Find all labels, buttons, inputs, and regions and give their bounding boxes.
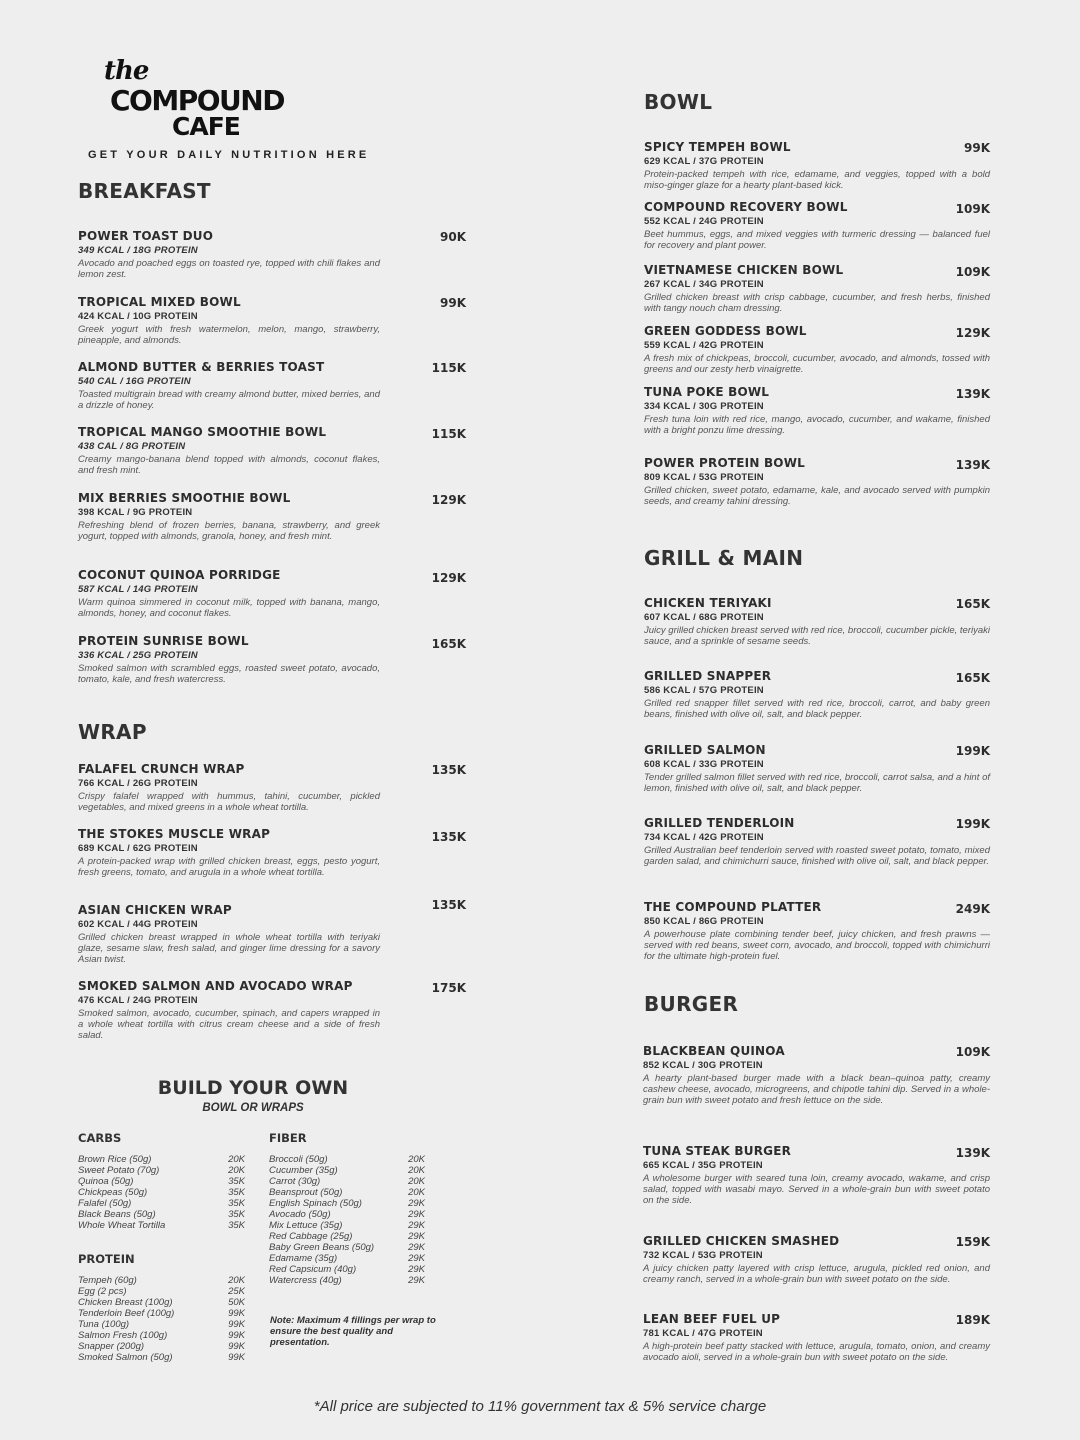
option-price: 29K	[408, 1253, 425, 1264]
item-description: Protein-packed tempeh with rice, edamame, and veggies, topped with a bold miso-ginger glaze for a hearty plant-based kick.	[644, 169, 990, 191]
option-name: Beansprout (50g)	[269, 1187, 343, 1198]
option-name: Tenderloin Beef (100g)	[78, 1308, 175, 1319]
list-item	[269, 1242, 425, 1253]
menu-item	[644, 200, 990, 251]
option-name: Chickpeas (50g)	[78, 1187, 148, 1198]
item-price: 99K	[964, 141, 990, 155]
fillings-note: Note: Maximum 4 fillings per wrap to ensure the best quality and presentation.	[270, 1315, 436, 1348]
item-description: Grilled chicken breast with crisp cabbage, cucumber, and fresh herbs, finished with tangy nouch cham dressing.	[644, 292, 990, 314]
menu-item	[643, 1312, 990, 1363]
item-kcal: 809 KCAL / 53G PROTEIN	[644, 472, 764, 483]
option-name: Whole Wheat Tortilla	[78, 1220, 166, 1231]
option-price: 29K	[408, 1209, 425, 1220]
list-item	[78, 1209, 245, 1220]
item-description: Avocado and poached eggs on toasted rye, topped with chili flakes and lemon zest.	[78, 258, 380, 280]
fiber-title: FIBER	[269, 1131, 307, 1145]
option-price: 99K	[228, 1308, 245, 1319]
option-price: 20K	[408, 1176, 425, 1187]
option-name: Red Capsicum (40g)	[269, 1264, 357, 1275]
tagline: GET YOUR DAILY NUTRITION HERE	[88, 149, 370, 161]
item-name: ASIAN CHICKEN WRAP	[78, 903, 232, 917]
list-item	[78, 1319, 245, 1330]
item-kcal: 608 KCAL / 33G PROTEIN	[644, 759, 764, 770]
menu-item	[78, 762, 380, 813]
cafe-logo	[100, 56, 315, 142]
item-description: Beet hummus, eggs, and mixed veggies with turmeric dressing — balanced fuel for recovery and plant power.	[644, 229, 990, 251]
item-price: 115K	[431, 361, 466, 375]
option-price: 29K	[408, 1198, 425, 1209]
item-description: Grilled Australian beef tenderloin served with roasted sweet potato, tomato, mixed garden salad, and chimichurri sauce, finished with olive oil, salt, and black pepper.	[644, 845, 990, 867]
item-price: 129K	[955, 326, 990, 340]
list-item	[269, 1253, 425, 1264]
item-price: 135K	[431, 763, 466, 777]
option-price: 29K	[408, 1242, 425, 1253]
list-item	[269, 1198, 425, 1209]
item-price: 90K	[440, 230, 466, 244]
menu-item	[644, 456, 990, 507]
option-name: Egg (2 pcs)	[78, 1286, 127, 1297]
option-name: Red Cabbage (25g)	[269, 1231, 353, 1242]
item-name: POWER TOAST DUO	[78, 229, 214, 243]
option-price: 35K	[228, 1176, 245, 1187]
list-item	[78, 1308, 245, 1319]
item-price: 135K	[431, 898, 466, 912]
menu-item	[644, 743, 990, 794]
item-name: PROTEIN SUNRISE BOWL	[78, 634, 249, 648]
option-price: 29K	[408, 1275, 425, 1286]
item-name: GRILLED SALMON	[644, 743, 766, 757]
option-name: Falafel (50g)	[78, 1198, 132, 1209]
logo-compound: COMPOUND	[110, 84, 284, 117]
list-item	[269, 1231, 425, 1242]
item-description: Warm quinoa simmered in coconut milk, topped with banana, mango, almonds, honey, and coconut flakes.	[78, 597, 380, 619]
item-kcal: 732 KCAL / 53G PROTEIN	[643, 1250, 763, 1261]
menu-item	[78, 360, 380, 411]
item-description: Grilled chicken, sweet potato, edamame, kale, and avocado served with pumpkin seeds, and creamy tahini dressing.	[644, 485, 990, 507]
list-item	[78, 1341, 245, 1352]
option-name: Chicken Breast (100g)	[78, 1297, 173, 1308]
item-kcal: 602 KCAL / 44G PROTEIN	[78, 919, 198, 930]
item-kcal: 540 CAL / 16G PROTEIN	[78, 376, 191, 387]
menu-item	[644, 263, 990, 314]
item-kcal: 607 KCAL / 68G PROTEIN	[644, 612, 764, 623]
item-name: GRILLED TENDERLOIN	[644, 816, 795, 830]
menu-item	[644, 816, 990, 867]
option-name: Brown Rice (50g)	[78, 1154, 152, 1165]
item-description: A juicy chicken patty layered with crisp lettuce, arugula, pickled red onion, and creamy ranch, served in a whole-grain bun with sweet potato on the side.	[643, 1263, 990, 1285]
carbs-title: CARBS	[78, 1131, 122, 1145]
list-item	[78, 1352, 245, 1363]
item-kcal: 398 KCAL / 9G PROTEIN	[78, 507, 193, 518]
item-name: GRILLED CHICKEN SMASHED	[643, 1234, 840, 1248]
option-name: English Spinach (50g)	[269, 1198, 362, 1209]
list-item	[269, 1154, 425, 1165]
option-price: 20K	[228, 1165, 245, 1176]
protein-list	[78, 1275, 245, 1363]
option-price: 29K	[408, 1231, 425, 1242]
item-description: A high-protein beef patty stacked with lettuce, arugula, tomato, onion, and creamy avocado aioli, served in a whole-grain bun with sweet potato on the side.	[643, 1341, 990, 1363]
menu-item	[78, 827, 380, 878]
build-your-own-title: BUILD YOUR OWN	[157, 1077, 349, 1099]
item-price: 139K	[955, 1146, 990, 1160]
menu-item	[644, 669, 990, 720]
item-kcal: 781 KCAL / 47G PROTEIN	[643, 1328, 763, 1339]
menu-item	[78, 425, 380, 476]
option-price: 29K	[408, 1220, 425, 1231]
option-price: 35K	[228, 1209, 245, 1220]
item-name: MIX BERRIES SMOOTHIE BOWL	[78, 491, 291, 505]
item-name: CHICKEN TERIYAKI	[644, 596, 772, 610]
option-price: 99K	[228, 1352, 245, 1363]
option-price: 20K	[408, 1165, 425, 1176]
menu-item	[78, 295, 380, 346]
option-name: Salmon Fresh (100g)	[78, 1330, 168, 1341]
list-item	[78, 1275, 245, 1286]
list-item	[78, 1176, 245, 1187]
item-price: 189K	[955, 1313, 990, 1327]
list-item	[269, 1220, 425, 1231]
item-name: COMPOUND RECOVERY BOWL	[644, 200, 848, 214]
list-item	[78, 1286, 245, 1297]
item-price: 129K	[431, 493, 466, 507]
item-name: TUNA STEAK BURGER	[643, 1144, 792, 1158]
option-price: 35K	[228, 1198, 245, 1209]
option-price: 25K	[228, 1286, 245, 1297]
menu-item	[78, 634, 380, 685]
logo-the: the	[104, 56, 149, 86]
item-name: BLACKBEAN QUINOA	[643, 1044, 785, 1058]
item-name: FALAFEL CRUNCH WRAP	[78, 762, 245, 776]
option-price: 50K	[228, 1297, 245, 1308]
item-kcal: 334 KCAL / 30G PROTEIN	[644, 401, 764, 412]
item-price: 115K	[431, 427, 466, 441]
item-kcal: 552 KCAL / 24G PROTEIN	[644, 216, 764, 227]
carbs-list	[78, 1154, 245, 1231]
option-price: 20K	[228, 1275, 245, 1286]
item-kcal: 424 KCAL / 10G PROTEIN	[78, 311, 198, 322]
item-name: GRILLED SNAPPER	[644, 669, 772, 683]
item-name: COCONUT QUINOA PORRIDGE	[78, 568, 281, 582]
menu-item	[644, 385, 990, 436]
item-name: POWER PROTEIN BOWL	[644, 456, 805, 470]
option-price: 29K	[408, 1264, 425, 1275]
item-price: 199K	[955, 817, 990, 831]
protein-title: PROTEIN	[78, 1252, 135, 1266]
item-description: Refreshing blend of frozen berries, banana, strawberry, and greek yogurt, topped with almonds, granola, honey, and fresh mint.	[78, 520, 380, 542]
list-item	[78, 1198, 245, 1209]
item-kcal: 850 KCAL / 86G PROTEIN	[644, 916, 764, 927]
item-price: 109K	[955, 265, 990, 279]
menu-item	[644, 324, 990, 375]
item-price: 109K	[955, 1045, 990, 1059]
menu-item	[78, 229, 380, 280]
item-price: 135K	[431, 830, 466, 844]
item-kcal: 586 KCAL / 57G PROTEIN	[644, 685, 764, 696]
option-price: 20K	[228, 1154, 245, 1165]
item-price: 165K	[955, 671, 990, 685]
menu-item	[644, 596, 990, 647]
wrap-title: WRAP	[78, 720, 147, 744]
list-item	[269, 1264, 425, 1275]
item-kcal: 852 KCAL / 30G PROTEIN	[643, 1060, 763, 1071]
item-kcal: 438 CAL / 8G PROTEIN	[78, 441, 186, 452]
option-price: 20K	[408, 1154, 425, 1165]
item-name: ALMOND BUTTER & BERRIES TOAST	[78, 360, 325, 374]
item-name: THE STOKES MUSCLE WRAP	[78, 827, 271, 841]
item-description: A fresh mix of chickpeas, broccoli, cucumber, avocado, and almonds, tossed with greens and our zesty herb vinaigrette.	[644, 353, 990, 375]
option-name: Tempeh (60g)	[78, 1275, 137, 1286]
item-description: Greek yogurt with fresh watermelon, melon, mango, strawberry, pineapple, and almonds.	[78, 324, 380, 346]
item-description: Crispy falafel wrapped with hummus, tahini, cucumber, pickled vegetables, and mixed greens in a whole wheat tortilla.	[78, 791, 380, 813]
list-item	[269, 1176, 425, 1187]
list-item	[78, 1220, 245, 1231]
item-name: GREEN GODDESS BOWL	[644, 324, 807, 338]
build-your-own-subtitle: BOWL OR WRAPS	[202, 1102, 304, 1114]
item-kcal: 734 KCAL / 42G PROTEIN	[644, 832, 764, 843]
option-name: Avocado (50g)	[269, 1209, 331, 1220]
menu-item	[78, 568, 380, 619]
option-name: Black Beans (50g)	[78, 1209, 156, 1220]
list-item	[78, 1330, 245, 1341]
item-description: Fresh tuna loin with red rice, mango, avocado, cucumber, and wakame, finished with a bright ponzu lime dressing.	[644, 414, 990, 436]
tax-footnote: *All price are subjected to 11% government tax & 5% service charge	[313, 1398, 767, 1415]
logo-cafe: CAFE	[172, 112, 240, 141]
option-name: Tuna (100g)	[78, 1319, 130, 1330]
item-name: LEAN BEEF FUEL UP	[643, 1312, 781, 1326]
item-price: 165K	[431, 637, 466, 651]
item-name: TUNA POKE BOWL	[644, 385, 770, 399]
item-name: TROPICAL MANGO SMOOTHIE BOWL	[78, 425, 327, 439]
item-price: 139K	[955, 458, 990, 472]
option-name: Sweet Potato (70g)	[78, 1165, 160, 1176]
item-price: 165K	[955, 597, 990, 611]
item-price: 199K	[955, 744, 990, 758]
option-price: 99K	[228, 1319, 245, 1330]
item-kcal: 349 KCAL / 18G PROTEIN	[78, 245, 198, 256]
item-kcal: 665 KCAL / 35G PROTEIN	[643, 1160, 763, 1171]
item-name: SMOKED SALMON AND AVOCADO WRAP	[78, 979, 353, 993]
option-name: Smoked Salmon (50g)	[78, 1352, 173, 1363]
menu-item	[78, 903, 380, 965]
item-kcal: 766 KCAL / 26G PROTEIN	[78, 778, 198, 789]
option-price: 35K	[228, 1187, 245, 1198]
menu-item	[643, 1234, 990, 1285]
list-item	[78, 1165, 245, 1176]
item-kcal: 559 KCAL / 42G PROTEIN	[644, 340, 764, 351]
list-item	[78, 1187, 245, 1198]
list-item	[269, 1275, 425, 1286]
item-kcal: 476 KCAL / 24G PROTEIN	[78, 995, 198, 1006]
item-price: 129K	[431, 571, 466, 585]
item-price: 99K	[440, 296, 466, 310]
menu-item	[644, 900, 990, 962]
menu-item	[78, 979, 380, 1041]
fiber-list	[269, 1154, 425, 1286]
item-description: Juicy grilled chicken breast served with red rice, broccoli, cucumber pickle, teriyaki sauce, and a sprinkle of sesame seeds.	[644, 625, 990, 647]
item-price: 139K	[955, 387, 990, 401]
item-description: A protein-packed wrap with grilled chicken breast, eggs, pesto yogurt, fresh greens, tomato, and arugula in a whole wheat tortilla.	[78, 856, 380, 878]
item-price: 159K	[955, 1235, 990, 1249]
item-name: TROPICAL MIXED BOWL	[78, 295, 241, 309]
menu-item	[643, 1044, 990, 1106]
option-name: Edamame (35g)	[269, 1253, 338, 1264]
grill-title: GRILL & MAIN	[644, 546, 804, 570]
item-kcal: 267 KCAL / 34G PROTEIN	[644, 279, 764, 290]
menu-item	[78, 491, 380, 542]
item-description: Grilled red snapper fillet served with red rice, broccoli, carrot, and baby green beans, finished with olive oil, salt, and black pepper.	[644, 698, 990, 720]
item-name: SPICY TEMPEH BOWL	[644, 140, 791, 154]
menu-item	[643, 1144, 990, 1206]
item-name: THE COMPOUND PLATTER	[644, 900, 822, 914]
item-price: 249K	[955, 902, 990, 916]
menu-item	[644, 140, 990, 191]
item-kcal: 587 KCAL / 14G PROTEIN	[78, 584, 198, 595]
item-kcal: 336 KCAL / 25G PROTEIN	[78, 650, 198, 661]
list-item	[269, 1209, 425, 1220]
item-name: VIETNAMESE CHICKEN BOWL	[644, 263, 844, 277]
option-name: Baby Green Beans (50g)	[269, 1242, 375, 1253]
option-name: Snapper (200g)	[78, 1341, 145, 1352]
item-kcal: 689 KCAL / 62G PROTEIN	[78, 843, 198, 854]
item-description: Grilled chicken breast wrapped in whole wheat tortilla with teriyaki glaze, sesame slaw, fresh salad, and ginger lime dressing for a savory Asian twist.	[78, 932, 380, 965]
item-description: Creamy mango-banana blend topped with almonds, coconut flakes, and fresh mint.	[78, 454, 380, 476]
option-name: Watercress (40g)	[269, 1275, 342, 1286]
item-description: A wholesome burger with seared tuna loin, creamy avocado, wakame, and crisp salad, topped with wasabi mayo. Served in a whole-grain bun with sweet potato on the side.	[643, 1173, 990, 1206]
option-price: 99K	[228, 1330, 245, 1341]
option-price: 20K	[408, 1187, 425, 1198]
option-price: 35K	[228, 1220, 245, 1231]
option-name: Carrot (30g)	[269, 1176, 321, 1187]
item-description: A hearty plant-based burger made with a black bean–quinoa patty, creamy cashew cheese, avocado, microgreens, and chipotle tahini dip. Served in a whole-grain bun with sweet potato and fresh lettuce on the side.	[643, 1073, 990, 1106]
list-item	[78, 1297, 245, 1308]
item-description: Tender grilled salmon fillet served with red rice, broccoli, carrot salsa, and a hint of lemon, finished with olive oil, salt, and black pepper.	[644, 772, 990, 794]
option-name: Broccoli (50g)	[269, 1154, 328, 1165]
option-name: Cucumber (35g)	[269, 1165, 338, 1176]
list-item	[269, 1187, 425, 1198]
option-name: Mix Lettuce (35g)	[269, 1220, 343, 1231]
item-price: 109K	[955, 202, 990, 216]
bowl-title: BOWL	[644, 90, 713, 114]
list-item	[78, 1154, 245, 1165]
item-price: 175K	[431, 981, 466, 995]
item-description: Smoked salmon, avocado, cucumber, spinach, and capers wrapped in a whole wheat tortilla with citrus cream cheese and a side of fresh salad.	[78, 1008, 380, 1041]
item-description: Smoked salmon with scrambled eggs, roasted sweet potato, avocado, tomato, kale, and fresh watercress.	[78, 663, 380, 685]
item-kcal: 629 KCAL / 37G PROTEIN	[644, 156, 764, 167]
item-description: A powerhouse plate combining tender beef, juicy chicken, and fresh prawns — served with red beans, sweet corn, avocado, and broccoli, topped with chimichurri for the ultimate high-protein fuel.	[644, 929, 990, 962]
breakfast-title: BREAKFAST	[78, 179, 211, 203]
item-description: Toasted multigrain bread with creamy almond butter, mixed berries, and a drizzle of honey.	[78, 389, 380, 411]
option-name: Quinoa (50g)	[78, 1176, 134, 1187]
burger-title: BURGER	[644, 992, 739, 1016]
option-price: 99K	[228, 1341, 245, 1352]
list-item	[269, 1165, 425, 1176]
